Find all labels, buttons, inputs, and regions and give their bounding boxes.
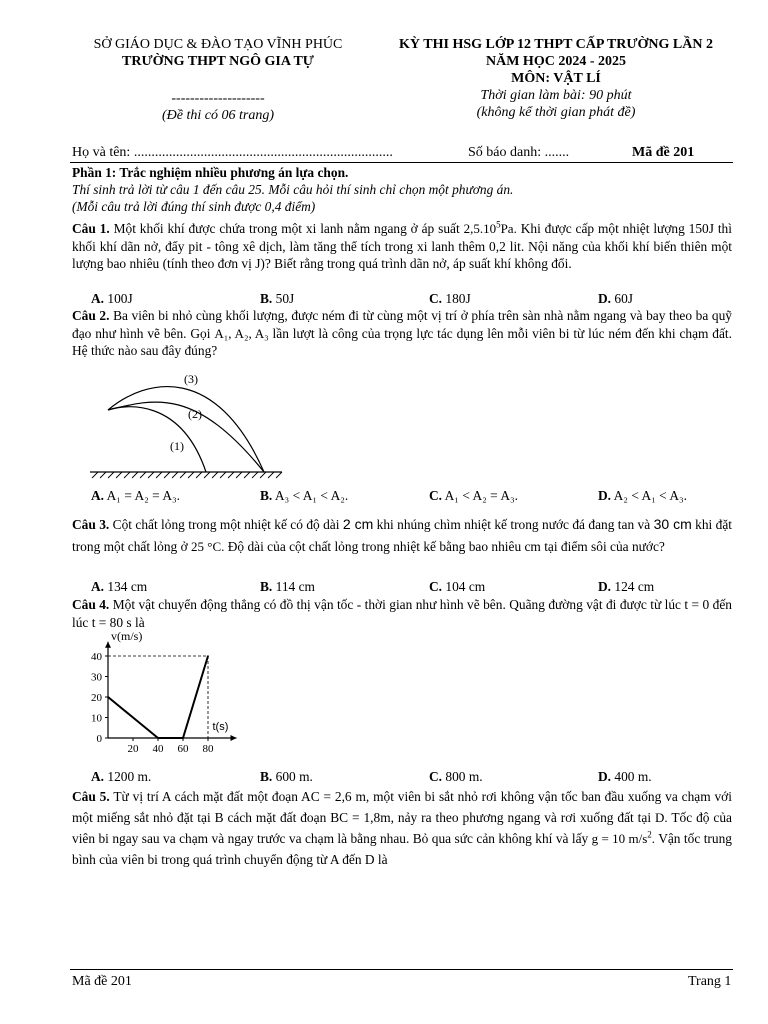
q3-text-a: Cột chất lỏng trong một nhiệt kế có độ dài (109, 517, 343, 532)
header-dashes: -------------------- (171, 91, 265, 106)
data-point (157, 737, 159, 739)
chart-guides (108, 656, 208, 738)
q1-option-b[interactable]: B. 50J (260, 291, 295, 306)
q3-length-2: 30 cm (653, 516, 692, 532)
floor-hatch (92, 472, 282, 478)
footer-page-number: Trang 1 (688, 974, 732, 989)
x-tick-label: 60 (177, 743, 189, 755)
q4-text: Một vật chuyển động thẳng có đồ thị vận tốc - thời gian như hình vẽ bên. Quãng đường vật đi được từ lúc t = 0 đến lúc t = 80 s là (72, 597, 732, 630)
q2-label: Câu 2. (72, 308, 110, 323)
part1-scoring: (Mỗi câu trả lời đúng thí sinh được 0,4 điểm) (72, 199, 316, 214)
q4-option-a[interactable]: A. 1200 m. (91, 769, 152, 784)
q1-pressure: 2,5.10$^5$Pa. (463, 219, 517, 236)
trajectory-2 (108, 402, 264, 472)
y-tick-label: 30 (91, 671, 102, 684)
q2-option-a[interactable]: A. A₁ = A₂ = A₃. (91, 488, 181, 503)
q5-gravity: g = 10 $m/s^2$. (591, 829, 656, 846)
question-3 (72, 513, 732, 558)
q3-text-d: Độ dài của cột chất lỏng trong nhiệt kế bằng bao nhiêu cm tại điểm sôi của nước? (224, 539, 665, 554)
y-tick-label: 40 (91, 651, 102, 663)
q5-text-b: Tốc độ của viên bi ngay sau va chạm và ngay trước va chạm là bằng nhau. Bỏ qua sức cản không khí và lấy (72, 810, 733, 846)
trajectory-3 (108, 387, 264, 472)
q4-option-b[interactable]: B. 600 m. (260, 769, 313, 784)
question-5 (72, 786, 732, 870)
subject: MÔN: VẬT LÍ (511, 71, 601, 86)
chart-ylabel: v(m/s) (111, 629, 143, 643)
candidate-id-field: Số báo danh: ....... (468, 145, 570, 160)
q4-label: Câu 4. (72, 597, 110, 612)
data-point (107, 696, 109, 698)
header-left (60, 36, 376, 124)
question-1 (72, 220, 732, 273)
exam-code: Mã đề 201 (632, 145, 695, 160)
chart-series (107, 655, 209, 739)
q1-option-a[interactable]: A. 100J (91, 291, 133, 306)
x-tick-label: 40 (152, 743, 164, 755)
q1-option-c[interactable]: C. 180J (429, 291, 471, 306)
label-trajectory-1: (1) (170, 439, 184, 453)
y-tick-label: 0 (96, 733, 102, 745)
school-year: NĂM HỌC 2024 - 2025 (486, 54, 626, 69)
duration: Thời gian làm bài: 90 phút (480, 88, 632, 103)
school-name: TRƯỜNG THPT NGÔ GIA TỰ (122, 54, 314, 69)
q2-text-b: lần lượt là công của trọng lực tác dụng lên mỗi viên bi từ lúc ném đến khi chạm đất. Hệ thức nào sau đây đúng? (72, 325, 732, 359)
q5-text-c: Vận tốc trung bình của viên bi trong quá trình chuyển động từ A đến D là (72, 831, 732, 867)
q3-option-b[interactable]: B. 114 cm (260, 579, 315, 594)
x-tick-label: 80 (202, 743, 214, 755)
q4-option-d[interactable]: D. 400 m. (598, 769, 652, 784)
candidate-name-field: Họ và tên: .......................................................................... (72, 145, 393, 160)
pages-note: (Đề thi có 06 trang) (162, 108, 274, 123)
q3-option-d[interactable]: D. 124 cm (598, 579, 655, 594)
q4-option-c[interactable]: C. 800 m. (429, 769, 483, 784)
q3-label: Câu 3. (72, 517, 110, 532)
chart-xlabel: t(s) (212, 721, 229, 733)
exam-title: KỲ THI HSG LỚP 12 THPT CẤP TRƯỜNG LẦN 2 (399, 37, 713, 52)
q1-option-d[interactable]: D. 60J (598, 291, 633, 306)
velocity-time-chart (84, 628, 254, 758)
header-divider (70, 162, 733, 163)
q5-point-d: D. (655, 810, 668, 825)
data-point (207, 655, 209, 657)
header-right (378, 36, 734, 121)
y-tick-label: 10 (91, 712, 102, 725)
department-name: SỞ GIÁO DỤC & ĐÀO TẠO VĨNH PHÚC (93, 37, 343, 52)
footer-divider (70, 969, 733, 970)
x-tick-label: 20 (127, 743, 139, 755)
q3-option-a[interactable]: A. 134 cm (91, 579, 148, 594)
velocity-line (108, 656, 208, 738)
footer-exam-code: Mã đề 201 (72, 974, 132, 989)
q2-symbols: A₁, A₂, A₃ (214, 325, 269, 341)
data-point (182, 737, 184, 739)
chart-ticks (91, 651, 214, 755)
part1-title: Phần 1: Trắc nghiệm nhiều phương án lựa chọn. (72, 165, 349, 180)
q3-length-1: 2 cm (342, 516, 374, 532)
q1-label: Câu 1. (72, 221, 110, 236)
question-4 (72, 596, 732, 631)
q5-label: Câu 5. (72, 789, 110, 804)
q3-option-c[interactable]: C. 104 cm (429, 579, 486, 594)
data-point (132, 717, 134, 719)
part1-instruction: Thí sinh trả lời từ câu 1 đến câu 25. Mỗi câu hỏi thí sinh chỉ chọn một phương án. (72, 182, 514, 197)
label-trajectory-2: (2) (188, 407, 202, 421)
q5-text-a: Từ vị trí A cách mặt đất một đoạn AC = 2,6 m, một viên bi sắt nhỏ rơi không vận tốc ban đầu xuống va chạm với một miếng sắt nhỏ đặt tại B cách mặt đất đoạn BC = 1,8m, nảy ra theo phương ngang và rơi xuống đất tại (72, 789, 732, 825)
duration-note: (không kể thời gian phát đề) (476, 105, 636, 120)
q2-text-a: Ba viên bi nhỏ cùng khối lượng, được ném đi từ cùng một vị trí ở phía trên sàn nhà nằm ngang và bay theo ba quỹ đạo như hình vẽ bên. Gọi (72, 308, 732, 341)
trajectory-figure (86, 368, 286, 482)
q2-option-c[interactable]: C. A₁ < A₂ = A₃. (429, 488, 519, 503)
x-axis-arrow (231, 735, 237, 741)
y-tick-label: 20 (91, 692, 102, 704)
q3-text-c: khi đặt trong một chất lỏng ở (72, 517, 732, 554)
q1-text-a: Một khối khí được chứa trong một xi lanh nằm ngang ở áp suất (109, 221, 464, 236)
q2-option-b[interactable]: B. A₃ < A₁ < A₂. (260, 488, 349, 503)
q1-text-b: Khi được cấp một nhiệt lượng 150J thì khối khí dãn nở, đẩy pit - tông xê dịch, làm tăng thể tích trong xi lanh thêm 0,2 lit. Nội năng của khối khí biến thiên một lượng bao nhiêu (tính theo đơn vị J)? Biết rằng trong quá trình dãn nở, áp suất khí không đổi. (72, 221, 732, 272)
q3-temperature: 25 °C. (191, 539, 225, 554)
q2-option-d[interactable]: D. A₂ < A₁ < A₃. (598, 488, 688, 503)
q3-text-b: khi nhúng chìm nhiệt kế trong nước đá đang tan và (373, 517, 654, 532)
question-2 (72, 307, 732, 360)
label-trajectory-3: (3) (184, 372, 198, 386)
